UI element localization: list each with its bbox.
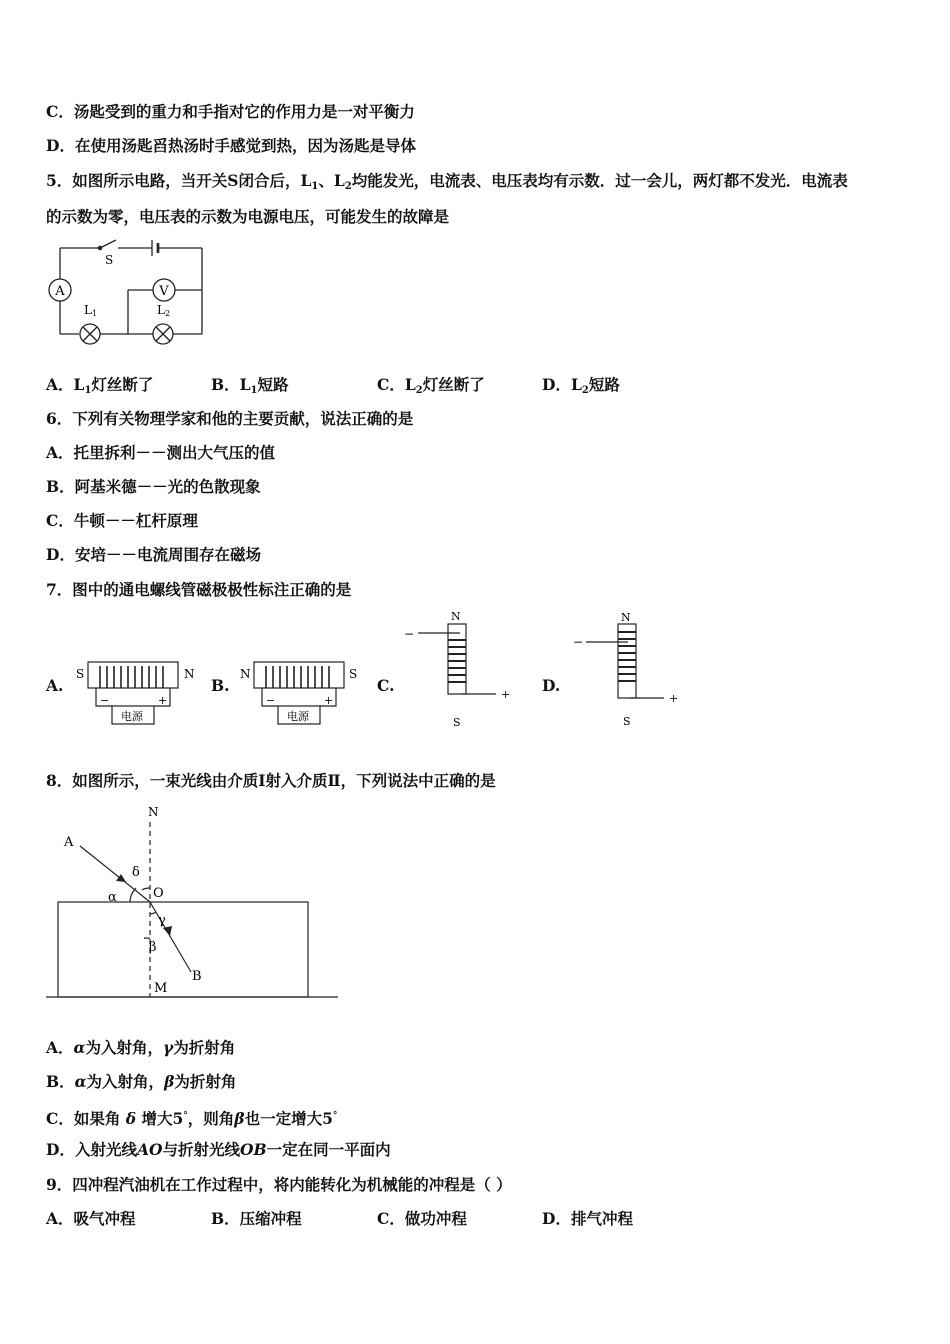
q5-stem-line2: 的示数为零，电压表的示数为电源电压，可能发生的故障是 [46, 207, 450, 226]
point-o-label: O [153, 886, 164, 901]
q7-figure-d [568, 608, 686, 732]
angle-beta-label: β [149, 940, 157, 955]
q5-option-b: B．$L_1$短路 [211, 375, 289, 396]
q8-option-b: B．α为入射角，β为折射角 [46, 1072, 237, 1091]
pole-bottom: S [623, 715, 631, 728]
q9-stem: 9．四冲程汽油机在工作过程中，将内能转化为机械能的冲程是（ ） [46, 1175, 512, 1194]
plus-sign: + [158, 694, 168, 707]
plus-sign: + [669, 692, 679, 705]
q8-option-d: D．入射光线AO与折射光线OB一定在同一平面内 [46, 1140, 391, 1159]
angle-alpha-label: α [108, 890, 117, 905]
q7-label-d: D. [542, 676, 561, 695]
pole-right: N [184, 667, 195, 681]
pole-bottom: S [453, 716, 461, 729]
q7-label-b: B. [211, 676, 230, 695]
point-m-label: M [154, 981, 168, 996]
q5-stem-line1: 5．如图所示电路，当开关S闭合后，$L_1$、$L_2$均能发光，电流表、电压表均有示数．过一会儿，两灯都不发光．电流表 [46, 171, 848, 192]
q9-option-b: B．压缩冲程 [211, 1209, 302, 1228]
q7-label-c: C. [377, 676, 395, 695]
power-source: 电源 [287, 710, 309, 723]
point-a-label: A [64, 835, 74, 850]
q4-option-c: C．汤匙受到的重力和手指对它的作用力是一对平衡力 [46, 102, 415, 121]
q5-option-d: D．$L_2$短路 [542, 375, 620, 396]
pole-right: S [349, 667, 358, 681]
minus-sign: − [266, 694, 276, 707]
lamp2-label: L2 [157, 303, 171, 318]
lamp1-label: L1 [84, 303, 98, 318]
q5-option-c: C．$L_2$灯丝断了 [377, 375, 485, 396]
switch-label: S [105, 253, 114, 267]
q5-option-a: A．$L_1$灯丝断了 [46, 375, 154, 396]
minus-sign: − [573, 635, 584, 649]
pole-top: N [451, 610, 461, 623]
q6-option-c: C．牛顿－－杠杆原理 [46, 511, 198, 530]
q9-option-c: C．做功冲程 [377, 1209, 467, 1228]
angle-gamma-label: γ [158, 913, 166, 928]
q9-option-d: D．排气冲程 [542, 1209, 633, 1228]
pole-left: N [240, 667, 251, 681]
q7-stem: 7．图中的通电螺线管磁极极性标注正确的是 [46, 580, 352, 599]
point-b-label: B [192, 969, 202, 984]
q5-circuit-diagram [42, 238, 212, 350]
q8-refraction-diagram [46, 800, 342, 1002]
q7-figure-c [400, 606, 518, 730]
plus-sign: + [501, 688, 511, 701]
q7-label-a: A. [46, 676, 64, 695]
q9-option-a: A．吸气冲程 [46, 1209, 136, 1228]
plus-sign: + [324, 694, 334, 707]
q7-figure-b [238, 658, 368, 730]
q6-option-b: B．阿基米德－－光的色散现象 [46, 477, 261, 496]
pole-top: N [621, 611, 631, 624]
q4-option-d: D．在使用汤匙舀热汤时手感觉到热，因为汤匙是导体 [46, 136, 416, 155]
q8-option-c: C．如果角 δ 增大5°，则角β也一定增大5° [46, 1109, 338, 1128]
power-source: 电源 [121, 710, 143, 723]
minus-sign: − [404, 627, 415, 641]
q8-stem: 8．如图所示，一束光线由介质Ⅰ射入介质Ⅱ，下列说法中正确的是 [46, 771, 496, 790]
normal-label-n: N [148, 805, 159, 819]
q6-stem: 6．下列有关物理学家和他的主要贡献，说法正确的是 [46, 409, 414, 428]
q7-figure-a [72, 658, 202, 730]
q8-option-a: A．α为入射角，γ为折射角 [46, 1038, 236, 1057]
angle-delta-label: δ [132, 865, 140, 880]
q6-option-a: A．托里拆利－－测出大气压的值 [46, 443, 276, 462]
ammeter-label: A [55, 284, 65, 299]
voltmeter-label: V [159, 284, 169, 299]
pole-left: S [76, 667, 85, 681]
q6-option-d: D．安培－－电流周围存在磁场 [46, 545, 261, 564]
minus-sign: − [100, 694, 110, 707]
